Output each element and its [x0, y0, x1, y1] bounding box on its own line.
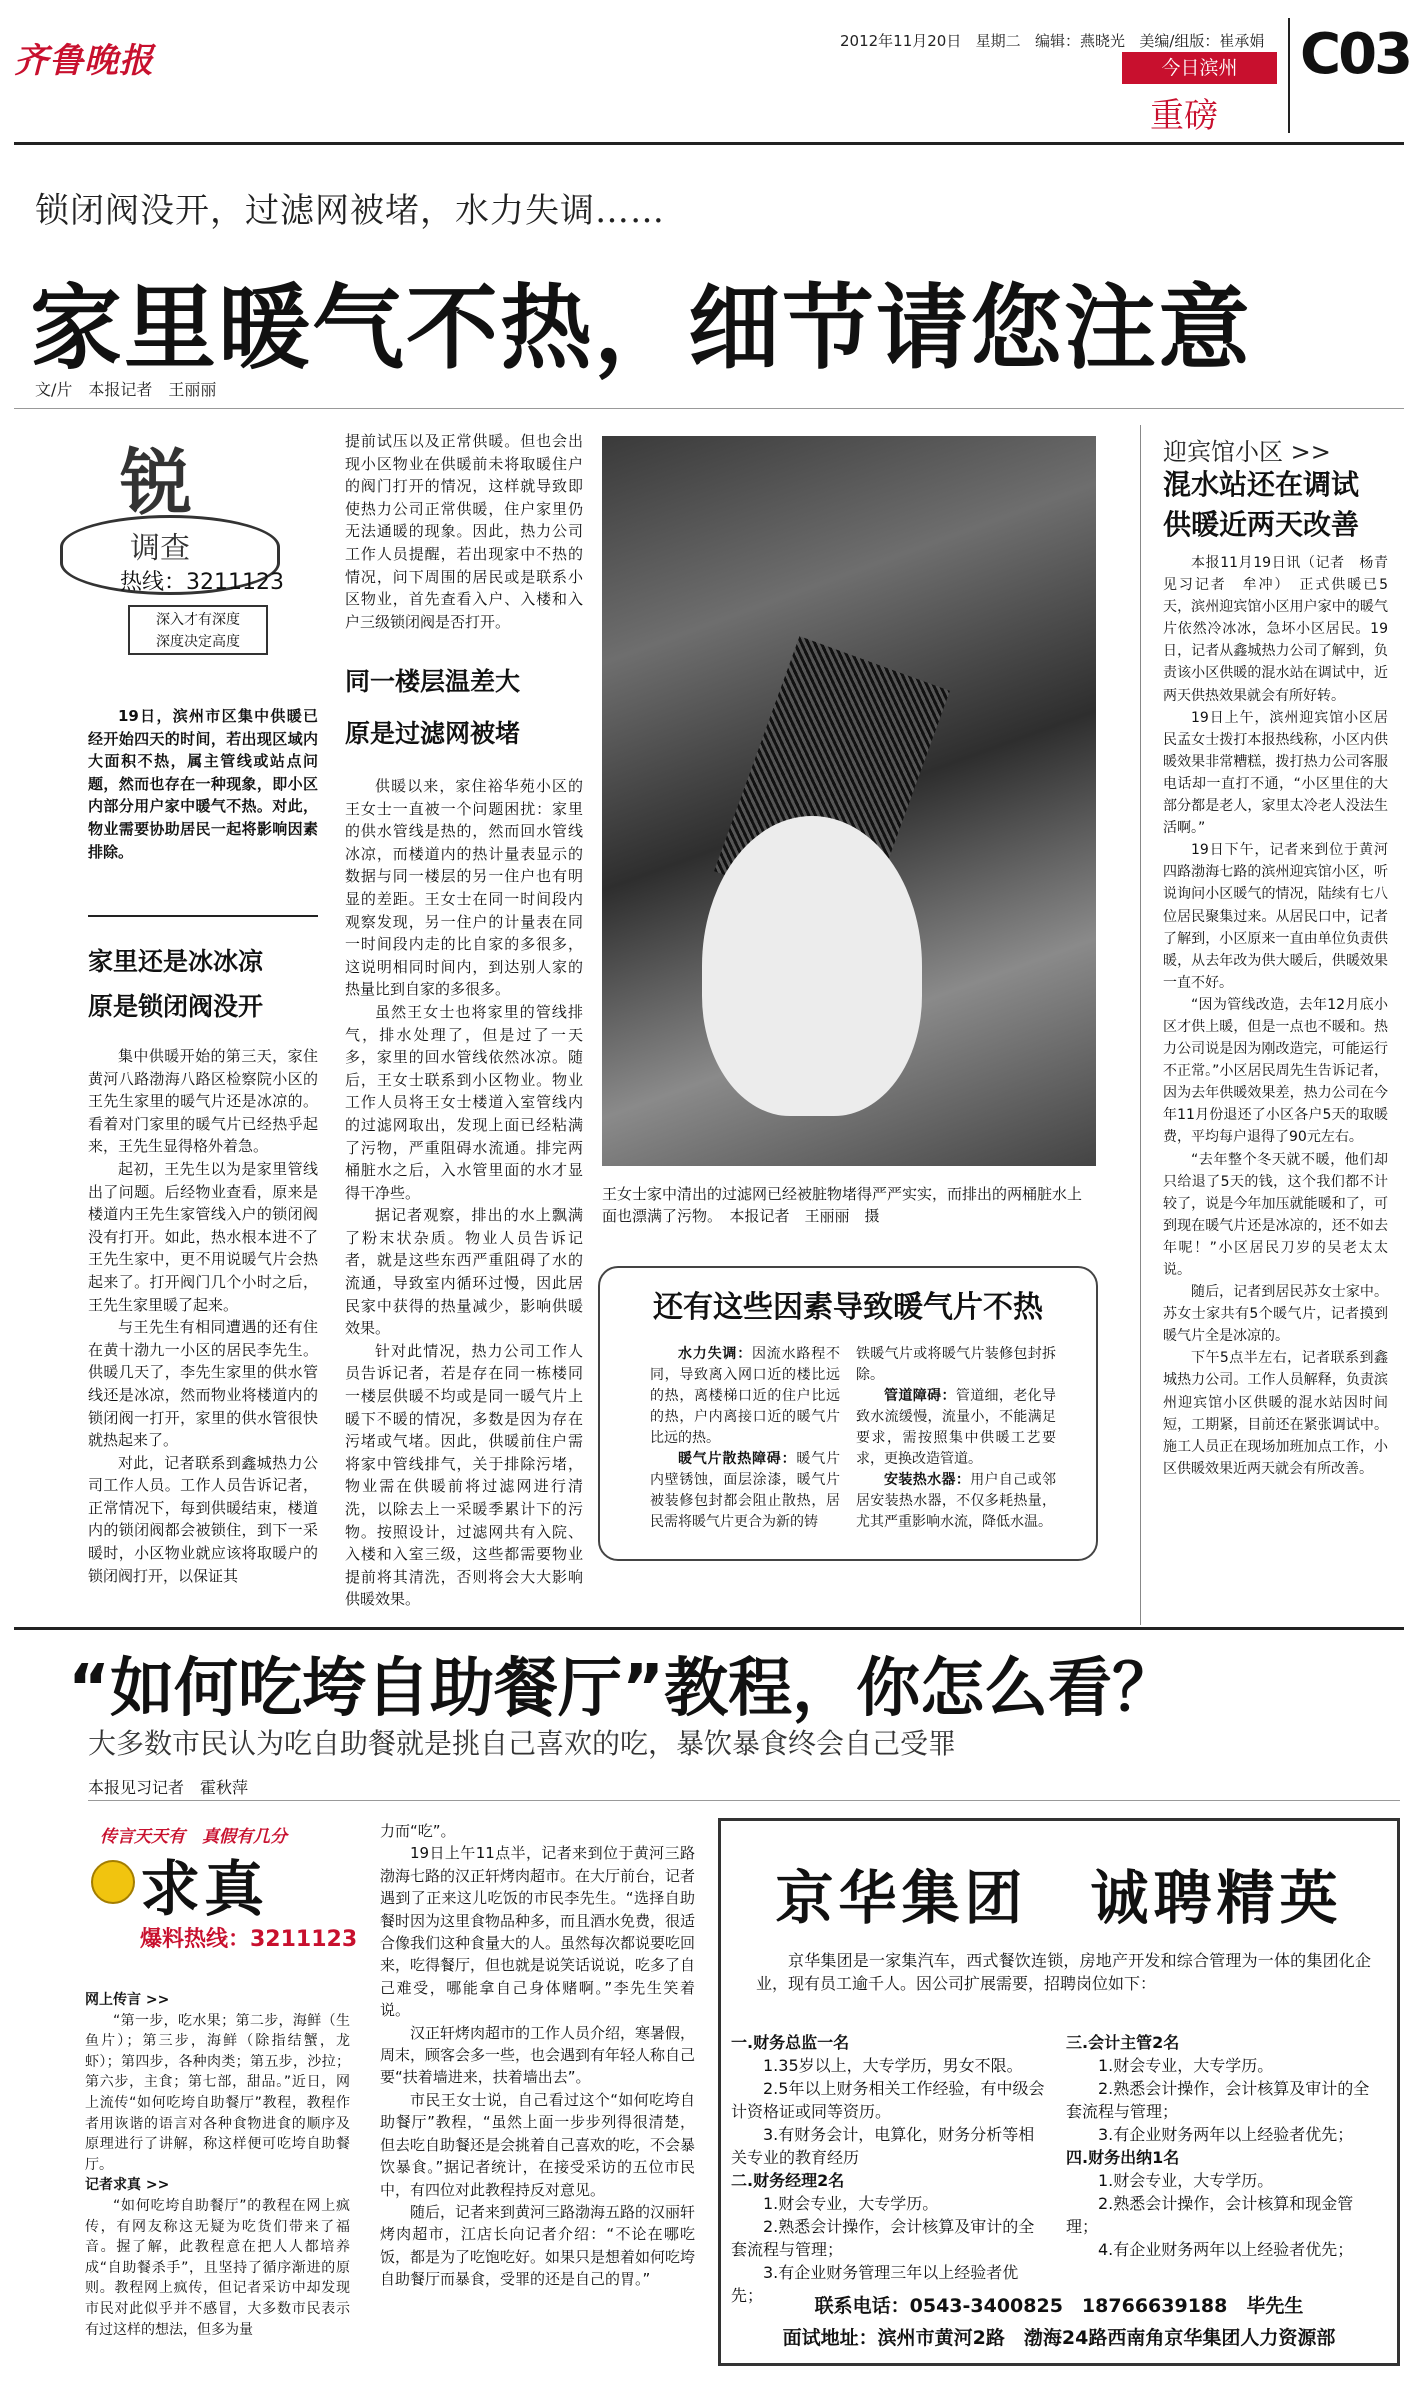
designer: 美编/组版：崔承娟 [1139, 32, 1265, 50]
sidebar-para: “去年整个冬天就不暖，他们却只给退了5天的钱，这个我们都不计较了，说是今年加压就能暖和了，可到现在暖气片还是冰凉的，还不如去年呢！”小区居民刀岁的吴老太太说。 [1163, 1151, 1388, 1278]
factor-key: 管道障碍： [884, 1388, 956, 1404]
factor-text: 因流水路程不同，导致离入网口近的楼比远的热，离楼梯口近的住户比远的热，户内离接口近的暖气片比远的热。 [650, 1346, 840, 1446]
ad-right-column [1066, 2031, 1381, 2261]
sidebar-para: 下午5点半左右，记者联系到鑫城热力公司。工作人员解释，负责滨州迎宾馆小区供暖的混水站因时间短，工期紧，目前还在紧张调试中。施工人员正在现场加班加点工作，小区供暖效果近两天就会有所改善。 [1163, 1350, 1388, 1477]
job-req: 1.35岁以上，大专学历，男女不限。 [763, 2056, 1023, 2075]
col2-para: 提前试压以及正常供暖。但也会出现小区物业在供暖前未将取暖住户的阀门打开的情况，这样就导致即使热力公司正常供暖，住户家里仍无法通暖的现象。因此，热力公司工作人员提醒，若出现家中不热的情况，问下周围的居民或是联系小区物业，首先查看入户、入楼和入户三级锁闭阀是否打开。 [345, 432, 583, 631]
stamp-small: 调查 [130, 531, 190, 566]
factors-title: 还有这些因素导致暖气片不热 [653, 1290, 1043, 1325]
header-meta [840, 30, 1264, 51]
investigation-stamp [50, 425, 310, 690]
article1-byline: 文/片 本报记者 王丽丽 [35, 380, 217, 399]
stamp-slogan-1: 深入才有深度 [156, 612, 240, 628]
col-label: 网上传言 >> [85, 1992, 170, 2008]
article2-rule [88, 1800, 1400, 1801]
ad-left-column [731, 2031, 1046, 2307]
logo-tagline: 传言天天有 真假有几分 [100, 1827, 287, 1847]
sidebar-para: 19日上午，滨州迎宾馆小区居民孟女士拨打本报热线称，小区内供暖效果非常糟糕，拨打热力公司客服电话却一直打不通，“小区里住的大部分都是老人，家里太冷老人没法生活啊。” [1163, 709, 1388, 837]
article2-headline: “如何吃垮自助餐厅”教程，你怎么看？ [68, 1652, 1177, 1726]
job-title: 四.财务出纳1名 [1066, 2148, 1180, 2167]
article2-subhead: 大多数市民认为吃自助餐就是挑自己喜欢的吃，暴饮暴食终会自己受罪 [88, 1727, 957, 1760]
subhead-2b: 原是过滤网被堵 [345, 719, 521, 748]
job-req: 1.财会专业，大专学历。 [1098, 2171, 1274, 2190]
article1-kicker: 锁闭阀没开，过滤网被堵，水力失调…… [35, 191, 665, 231]
article1-col1 [88, 1045, 318, 1587]
col-para: 随后，记者来到黄河三路渤海五路的汉丽轩烤肉超市，江店长向记者介绍：“不论在哪吃饭，都是为了吃饱吃好。如果只是想着如何吃垮自助餐厅而暴食，受罪的还是自己的胃。” [380, 2202, 696, 2289]
page-number: C03 [1300, 22, 1411, 87]
today-section-bar: 今日滨州 [1122, 52, 1277, 84]
col2-para: 虽然王女士也将家里的管线排气，排水处理了，但是过了一天多，家里的回水管线依然冰凉。随后，王女士联系到小区物业。物业工作人员将王女士楼道入室管线内的过滤网取出，发现上面已经粘满了污物，严重阻碍水流通。排完两桶脏水之后，入水管里面的水才显得干净些。 [345, 1002, 583, 1202]
article1-headline: 家里暖气不热，细节请您注意 [30, 275, 1253, 382]
article2-col1 [85, 1990, 350, 2340]
sidebar-kicker: 迎宾馆小区 >> [1163, 438, 1331, 466]
job-req: 3.有企业财务管理三年以上经验者优先； [731, 2263, 1019, 2305]
col-para: 力而“吃”。 [380, 1822, 456, 1840]
stamp-big-char: 锐 [120, 440, 193, 525]
sidebar-para: 本报11月19日讯（记者 杨青 见习记者 牟冲） 正式供暖已5天，滨州迎宾馆小区用户家中的暖气片依然冷冰冰，急坏小区居民。19日，记者从鑫城热力公司了解到，负责该小区供暖的混水站在调试中，近两天供热效果就会有所好转。 [1163, 555, 1402, 704]
factors-right [856, 1344, 1056, 1533]
job-req: 2.熟悉会计操作，会计核算及审计的全套流程与管理； [731, 2217, 1035, 2259]
filter-screen-photo [602, 436, 1096, 1166]
job-req: 3.有企业财务两年以上经验者优先； [1098, 2125, 1354, 2144]
article2-byline: 本报见习记者 霍秋萍 [88, 1778, 249, 1797]
recruitment-ad [718, 1818, 1400, 2366]
ad-intro-text: 京华集团是一家集汽车，西式餐饮连锁，房地产开发和综合管理为一体的集团化企业，现有员工逾千人。因公司扩展需要，招聘岗位如下： [756, 1951, 1371, 1993]
job-req: 1.财会专业，大专学历。 [1098, 2056, 1274, 2075]
logo-main: 求真 [140, 1855, 268, 1925]
job-req: 1.财会专业，大专学历。 [763, 2194, 939, 2213]
factor-key: 安装热水器： [884, 1472, 971, 1488]
header-divider [1288, 18, 1290, 133]
sidebar-para: 19日下午，记者来到位于黄河四路渤海七路的滨州迎宾馆小区，听说询问小区暖气的情况，陆续有七八位居民聚集过来。从居民口中，记者了解到，小区原来一直由单位负责供暖，从去年改为供大暖后，供暖效果一直不好。 [1163, 842, 1388, 991]
factor-text: 暖气片内壁锈蚀，面层涂漆，暖气片被装修包封都会阻止散热，居民需将暖气片更合为新的铸 [650, 1451, 841, 1530]
editor: 编辑：燕晓光 [1035, 32, 1126, 50]
job-title: 三.会计主管2名 [1066, 2033, 1180, 2052]
masthead-logo: 齐鲁晚报 [14, 41, 154, 81]
sidebar-title [1163, 465, 1359, 545]
gloved-hand-shape [702, 816, 922, 1116]
issue-date: 2012年11月20日 [840, 32, 962, 50]
section-title: 重磅 [1150, 96, 1218, 136]
logo-hotline: 爆料热线：3211123 [140, 1927, 358, 1952]
section-rule [14, 1627, 1404, 1630]
lead-rule [88, 915, 318, 917]
col1-para: 起初，王先生以为是家里管线出了问题。后经物业查看，原来是楼道内王先生家管线入户的锁闭阀没有打开。如此，热水根本进不了王先生家中，更不用说暖气片会热起来了。打开阀门几个小时之后，王先生家里暖了起来。 [88, 1159, 318, 1314]
subhead-1b: 原是锁闭阀没开 [88, 992, 264, 1021]
stamp-hotline: 热线：3211123 [120, 570, 284, 595]
sidebar-body [1163, 552, 1402, 1480]
factors-box [598, 1266, 1098, 1561]
factors-left [650, 1344, 840, 1533]
factor-text: 铁暖气片或将暖气片装修包封拆除。 [856, 1346, 1056, 1383]
article2-col2 [380, 1820, 695, 2291]
subhead-2a: 同一楼层温差大 [345, 667, 521, 696]
col-label: 记者求真 >> [85, 2177, 170, 2194]
col1-para: 对此，记者联系到鑫城热力公司工作人员。工作人员告诉记者，正常情况下，每到供暖结束，楼道内的锁闭阀都会被锁住，到下一采暖时，小区物业就应该将取暖户的锁闭阀打开，以保证其 [88, 1453, 318, 1585]
stamp-slogan-box [128, 605, 268, 655]
sidebar-para: 随后，记者到居民苏女士家中。苏女士家共有5个暖气片，记者摸到暖气片全是冰凉的。 [1163, 1284, 1388, 1345]
job-req: 4.有企业财务两年以上经验者优先； [1098, 2240, 1354, 2259]
job-title: 二.财务经理2名 [731, 2171, 845, 2190]
job-req: 2.熟悉会计操作，会计核算及审计的全套流程与管理； [1066, 2079, 1370, 2121]
job-req: 3.有财务会计，电算化，财务分析等相关专业的教育经历 [731, 2125, 1035, 2167]
col-para: 汉正轩烤肉超市的工作人员介绍，寒暑假，周末，顾客会多一些，也会遇到有年轻人称自己要“扶着墙进来，扶着墙出去”。 [380, 2023, 696, 2087]
job-req: 2.5年以上财务相关工作经验，有中级会计资格证或同等资历。 [731, 2079, 1045, 2121]
factor-text: 用户自己或邻居安装热水器，不仅多耗热量，尤其严重影响水流，降低水温。 [856, 1472, 1057, 1530]
weekday: 星期二 [975, 32, 1021, 50]
emoji-face-icon [91, 1860, 135, 1904]
article1-lead [88, 705, 318, 863]
col2-para: 据记者观察，排出的水上飘满了粉末状杂质。物业人员告诉记者，就是这些东西严重阻碍了水的流通，导致室内循环过慢，因此居民家中获得的热量减少，影响供暖效果。 [345, 1206, 583, 1338]
col-para: “第一步，吃水果；第二步，海鲜（生鱼片）；第三步，海鲜（除指结蟹，龙虾）；第四步，各种肉类；第五步，沙拉；第六步，主食；第七部，甜品。”近日，网上流传“如何吃垮自助餐厅”教程，教程作者用诙谐的语言对各种食物进食的顺序及原理进行了讲解，称这样便可吃垮自助餐厅。 [85, 2012, 350, 2173]
stamp-slogan-2: 深度决定高度 [156, 634, 240, 650]
factor-text: 管道细，老化导致水流缓慢，流量小，不能满足要求，需按照集中供暖工艺要求，更换改造管道。 [856, 1388, 1057, 1467]
article1-col2 [345, 775, 583, 1611]
lead-paragraph: 19日，滨州市区集中供暖已经开始四天的时间，若出现区域内大面积不热，属主管线或站点问题，然而也存在一种现象，即小区内部分用户家中暖气不热。对此，物业需要协助居民一起将影响因素排除。 [88, 707, 318, 861]
col-para: 市民王女士说，自己看过这个“如何吃垮自助餐厅”教程，“虽然上面一步步列得很清楚，但去吃自助餐还是会挑着自己喜欢的吃，不会暴饮暴食。”据记者统计，在接受采访的五位市民中，有四位对此教程持反对意见。 [380, 2090, 696, 2199]
byline-rule [14, 408, 1404, 409]
subhead-1a: 家里还是冰冰凉 [88, 947, 264, 976]
col-para: 19日上午11点半，记者来到位于黄河三路渤海七路的汉正轩烤肉超市。在大厅前台，记者遇到了正来这儿吃饭的市民李先生。“选择自助餐时因为这里食物品种多，而且酒水免费，很适合像我们这种食量大的人。虽然每次都说要吃回来，吃得餐厅，但也就是说笑话说说，吃多了自己难受，哪能拿自己身体赌啊。”李先生笑着说。 [380, 1844, 696, 2020]
factor-key: 暖气片散热障碍： [678, 1451, 797, 1467]
col1-para: 集中供暖开始的第三天，家住黄河八路渤海八路区检察院小区的王先生家里的暖气片还是冰凉的。看着对门家里的暖气片已经热乎起来，王先生显得格外着急。 [88, 1047, 318, 1156]
sidebar-title-1: 混水站还在调试 [1163, 468, 1360, 501]
job-title: 一.财务总监一名 [731, 2033, 850, 2052]
sidebar-para: “因为管线改造，去年12月底小区才供上暖，但是一点也不暖和。热力公司说是因为刚改造完，可能运行不正常。”小区居民周先生告诉记者，因为去年供暖效果差，热力公司在今年11月份退还了小区各户5天的取暖费，平均每户退得了90元左右。 [1163, 996, 1388, 1146]
factor-key: 水力失调： [678, 1346, 752, 1362]
col-para: “如何吃垮自助餐厅”的教程在网上疯传，有网友称这无疑为吃货们带来了福音。握了解，此教程意在把人人都培养成“自助餐杀手”，且坚持了循序渐进的原则。教程网上疯传，但记者采访中却发现市民对此似乎并不感冒，大多数市民表示有过这样的想法，但多为量 [85, 2197, 350, 2338]
col2-para: 供暖以来，家住裕华苑小区的王女士一直被一个问题困扰：家里的供水管线是热的，然而回水管线冰凉，而楼道内的热计量表显示的数据与同一楼层的另一住户也有明显的差距。王女士在同一时间段内观察发现，另一住户的计量表在同一时间段内走的比自家的多很多，这说明相同时间内，到达别人家的热量比到自家的多很多。 [345, 777, 583, 999]
photo-caption: 王女士家中清出的过滤网已经被脏物堵得严严实实，而排出的两桶脏水上面也漂满了污物。 本报记者 王丽丽 摄 [602, 1185, 1083, 1225]
ad-title: 京华集团 诚聘精英 [775, 1864, 1343, 1932]
job-req: 2.熟悉会计操作，会计核算和现金管理； [1066, 2194, 1354, 2236]
sidebar-divider [1140, 425, 1141, 1625]
ad-intro [756, 1949, 1371, 1995]
col2-para: 针对此情况，热力公司工作人员告诉记者，若是存在同一栋楼同一楼层供暖不均或是同一暖气片上暖下不暖的情况，多数是因为存在污堵或气堵。因此，供暖前住户需将家中管线排气，关于排除污堵，物业需在供暖前将过滤网进行清洗，以除去上一采暖季累计下的污物。按照设计，过滤网共有入院、入楼和入室三级，这些都需要物业提前将其清洗，否则将会大大影响供暖效果。 [345, 1341, 583, 1609]
sidebar-title-2: 供暖近两天改善 [1163, 508, 1360, 541]
col1-para: 与王先生有相同遭遇的还有住在黄十渤九一小区的居民李先生。供暖几天了，李先生家里的供水管线还是冰凉，然而物业将楼道内的锁闭阀一打开，家里的供水管很快就热起来了。 [88, 1318, 318, 1450]
ad-phone: 联系电话：0543-3400825 18766639188 毕先生 [814, 2295, 1304, 2317]
truth-seeking-logo [85, 1822, 358, 1962]
header-rule [14, 142, 1404, 145]
article1-col2-top [345, 430, 583, 633]
ad-address: 面试地址：滨州市黄河2路 渤海24路西南角京华集团人力资源部 [782, 2327, 1336, 2349]
